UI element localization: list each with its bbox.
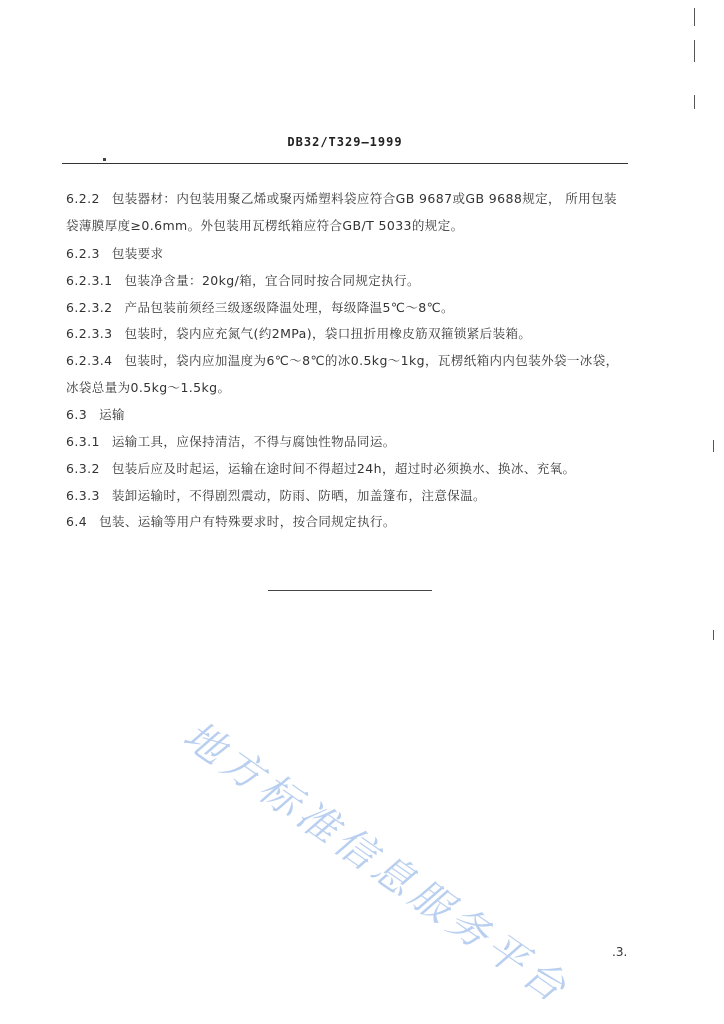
end-of-text-rule (268, 590, 432, 591)
clause-6-2-3-4-line-1 (66, 351, 619, 369)
clause-number: 6.3.3 (66, 488, 100, 503)
clause-6-2-3 (66, 244, 163, 262)
clause-heading: 运输 (99, 407, 125, 422)
clause-6-3-2 (66, 459, 575, 477)
header-rule-mark (103, 158, 106, 161)
clause-number: 6.2.3.2 (66, 300, 113, 315)
scan-artifact (694, 95, 695, 109)
page-number: .3. (612, 945, 628, 959)
clause-6-3-1 (66, 432, 396, 450)
clause-number: 6.2.2 (66, 191, 100, 206)
header-rule (62, 163, 628, 164)
clause-text: 冰袋总量为0.5kg～1.5kg。 (66, 380, 231, 395)
clause-6-2-3-2 (66, 298, 454, 316)
clause-6-2-3-1 (66, 271, 420, 289)
clause-number: 6.3.1 (66, 434, 100, 449)
clause-number: 6.2.3.1 (66, 273, 113, 288)
clause-6-4 (66, 512, 396, 530)
clause-6-2-3-4-line-2 (66, 378, 230, 396)
scan-artifact (713, 630, 714, 640)
clause-6-3 (66, 405, 125, 423)
clause-text: 运输工具，应保持清洁，不得与腐蚀性物品同运。 (111, 434, 396, 449)
clause-text: 包装、运输等用户有特殊要求时，按合同规定执行。 (99, 514, 396, 529)
clause-text: 装卸运输时，不得剧烈震动，防雨、防晒，加盖篷布，注意保温。 (111, 488, 486, 503)
clause-number: 6.3 (66, 407, 88, 422)
clause-number: 6.3.2 (66, 461, 100, 476)
clause-number: 6.2.3.3 (66, 326, 113, 341)
scan-artifact (713, 440, 714, 452)
scan-artifact (694, 40, 695, 62)
clause-text: 包装后应及时起运，运输在途时间不得超过24h，超过时必须换水、换冰、充氧。 (111, 461, 576, 476)
clause-text: 产品包装前须经三级逐级降温处理，每级降温5℃～8℃。 (124, 300, 454, 315)
clause-heading: 包装要求 (111, 246, 164, 261)
document-code-header: DB32/T329—1999 (287, 135, 403, 149)
clause-text: 包装净含量：20kg/箱，宜合同时按合同规定执行。 (124, 273, 420, 288)
clause-text: 包装时，袋内应加温度为6℃～8℃的冰0.5kg～1kg，瓦楞纸箱内内包装外袋一冰袋， (124, 353, 619, 368)
clause-text: 袋薄膜厚度≥0.6mm。外包装用瓦楞纸箱应符合GB/T 5033的规定。 (66, 218, 464, 233)
clause-text: 包装时，袋内应充氮气(约2MPa)，袋口扭折用橡皮筋双箍锁紧后装箱。 (124, 326, 532, 341)
watermark: 地方标准信息服务平台 (174, 712, 578, 1015)
clause-text: 包装器材：内包装用聚乙烯或聚丙烯塑料袋应符合GB 9687或GB 9688规定， 所用包装 (111, 191, 617, 206)
scan-artifact (694, 8, 695, 26)
clause-number: 6.2.3.4 (66, 353, 113, 368)
clause-6-2-2-line-1 (66, 189, 617, 207)
clause-number: 6.2.3 (66, 246, 100, 261)
clause-6-2-2-line-2 (66, 216, 464, 234)
clause-number: 6.4 (66, 514, 88, 529)
clause-6-2-3-3 (66, 324, 531, 342)
clause-6-3-3 (66, 486, 486, 504)
